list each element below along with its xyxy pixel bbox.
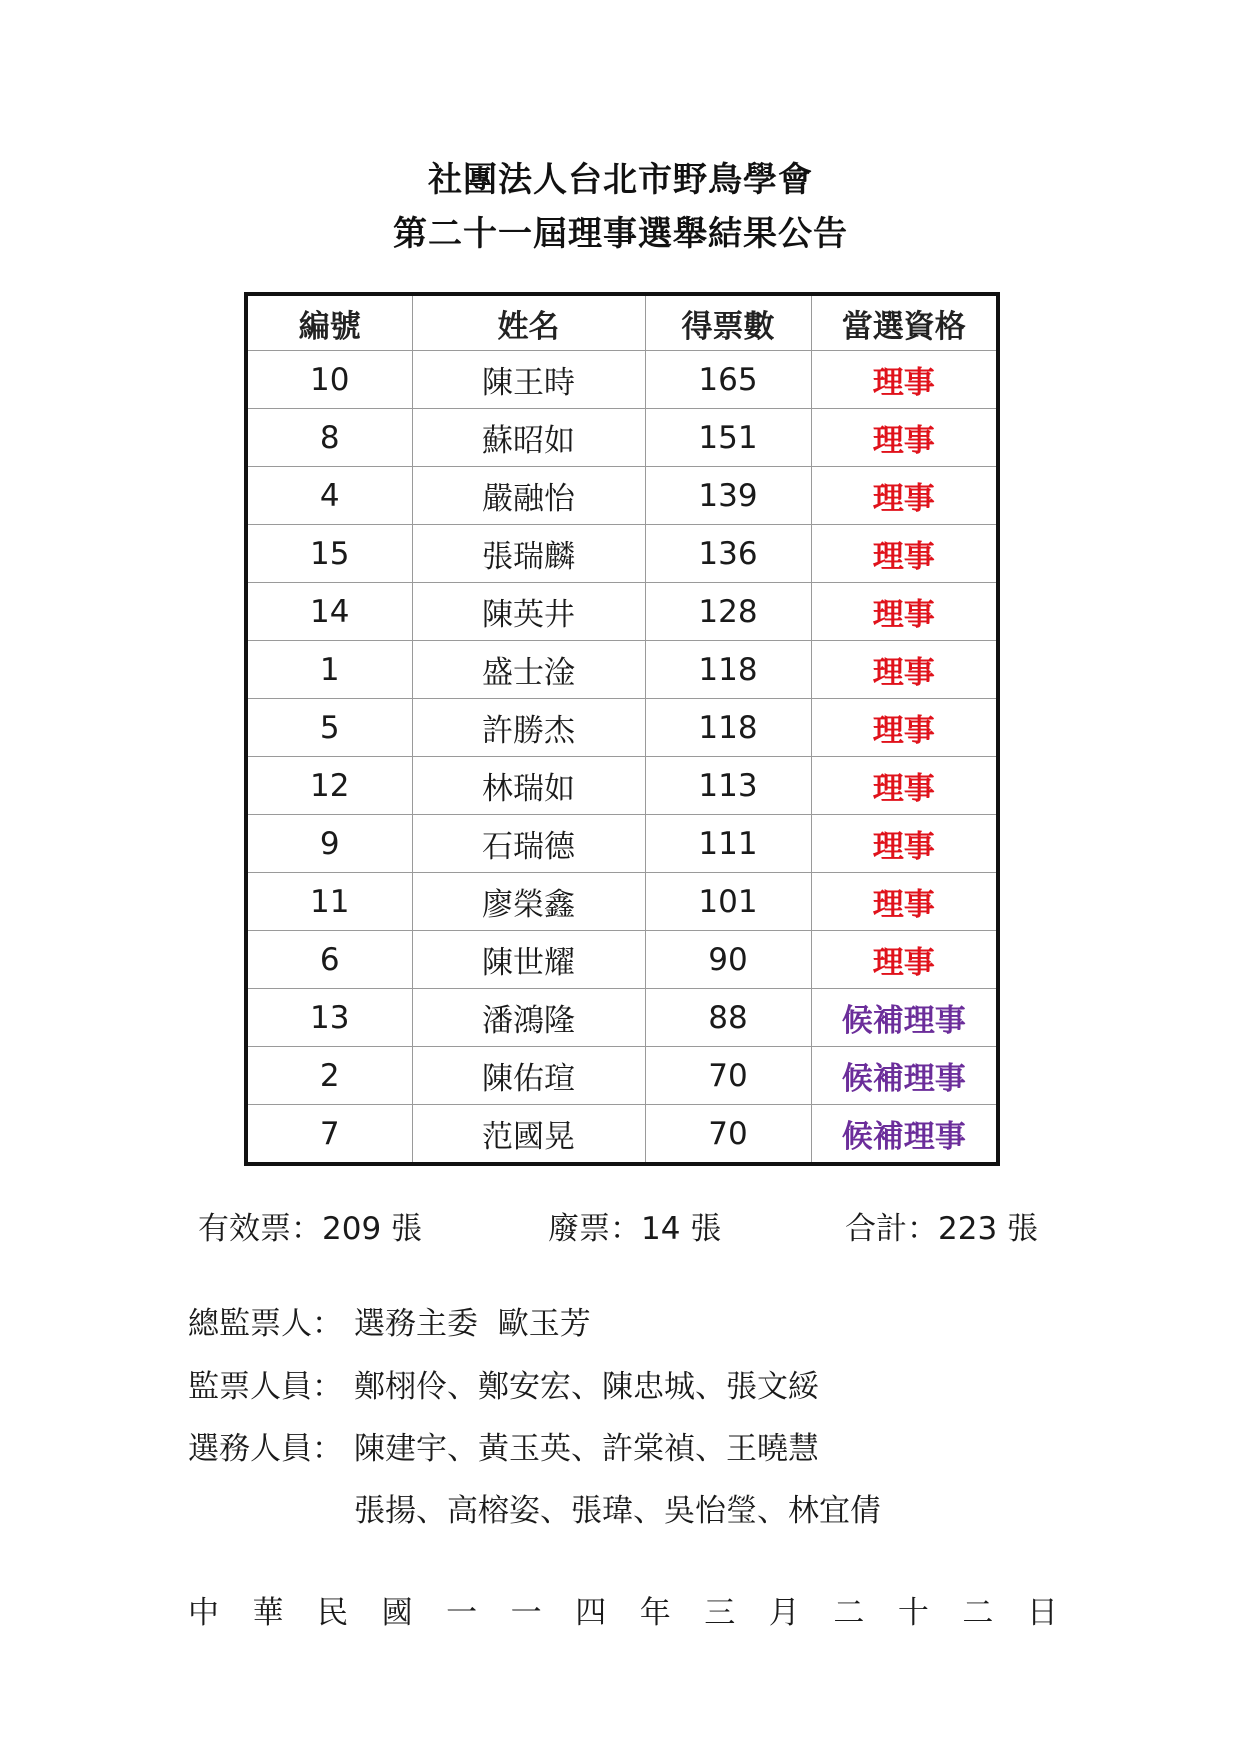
table-row: [246, 351, 998, 409]
election-status: 理事: [811, 351, 998, 409]
vote-count: 128: [645, 583, 811, 641]
election-status: 理事: [811, 467, 998, 525]
election-results-table: [244, 292, 1000, 1166]
candidate-number: 15: [246, 525, 412, 583]
date-char: 國: [381, 1595, 413, 1631]
chief-monitor-line: [188, 1298, 591, 1343]
table-row: [246, 583, 998, 641]
candidate-number: 1: [246, 641, 412, 699]
election-status: 理事: [811, 525, 998, 583]
candidate-name: 張瑞麟: [412, 525, 645, 583]
vote-count: 70: [645, 1047, 811, 1105]
election-status: 理事: [811, 409, 998, 467]
vote-count: 111: [645, 815, 811, 873]
candidate-number: 2: [246, 1047, 412, 1105]
candidate-number: 14: [246, 583, 412, 641]
candidate-name: 陳佑瑄: [412, 1047, 645, 1105]
date-char: 十: [897, 1595, 929, 1631]
table-row: [246, 989, 998, 1047]
announcement-title: 第二十一屆理事選舉結果公告: [393, 214, 848, 254]
candidate-number: 6: [246, 931, 412, 989]
date-char: 民: [317, 1595, 349, 1631]
vote-count: 101: [645, 873, 811, 931]
column-header-name: 姓名: [412, 294, 645, 351]
table-row: [246, 699, 998, 757]
monitors-line: [188, 1361, 819, 1406]
election-status: 理事: [811, 873, 998, 931]
candidate-number: 5: [246, 699, 412, 757]
column-header-status: 當選資格: [811, 294, 998, 351]
candidate-name: 石瑞德: [412, 815, 645, 873]
candidate-number: 9: [246, 815, 412, 873]
table-row: [246, 931, 998, 989]
candidate-name: 廖榮鑫: [412, 873, 645, 931]
officers-line: [188, 1423, 819, 1468]
vote-count: 88: [645, 989, 811, 1047]
table-row: [246, 641, 998, 699]
candidate-number: 12: [246, 757, 412, 815]
officers-line-2: [354, 1485, 881, 1530]
officers-label: 選務人員：: [188, 1431, 343, 1467]
candidate-number: 4: [246, 467, 412, 525]
table-row: [246, 757, 998, 815]
vote-count: 113: [645, 757, 811, 815]
candidate-number: 10: [246, 351, 412, 409]
date-char: 一: [510, 1595, 542, 1631]
election-status: 理事: [811, 641, 998, 699]
table-row: [246, 409, 998, 467]
date-char: 二: [962, 1595, 994, 1631]
candidate-name: 潘鴻隆: [412, 989, 645, 1047]
vote-count: 151: [645, 409, 811, 467]
candidate-name: 盛士淦: [412, 641, 645, 699]
monitors-value: 鄭栩伶、鄭安宏、陳忠城、張文綏: [354, 1369, 819, 1405]
table-row: [246, 1047, 998, 1105]
table-row: [246, 467, 998, 525]
monitors-label: 監票人員：: [188, 1369, 343, 1405]
candidate-number: 13: [246, 989, 412, 1047]
table-row: [246, 815, 998, 873]
date-char: 華: [252, 1595, 284, 1631]
invalid-ballots: 廢票：14 張: [548, 1211, 722, 1247]
candidate-name: 陳英井: [412, 583, 645, 641]
election-status: 理事: [811, 699, 998, 757]
election-status: 理事: [811, 757, 998, 815]
election-status: 候補理事: [811, 1105, 998, 1165]
candidate-name: 林瑞如: [412, 757, 645, 815]
officers-value-1: 陳建宇、黃玉英、許棠禎、王曉慧: [354, 1431, 819, 1467]
date-char: 四: [575, 1595, 607, 1631]
date-char: 日: [1026, 1595, 1058, 1631]
candidate-number: 11: [246, 873, 412, 931]
column-header-number: 編號: [246, 294, 412, 351]
candidate-name: 范國晃: [412, 1105, 645, 1165]
vote-count: 139: [645, 467, 811, 525]
date-char: 年: [639, 1595, 671, 1631]
date-char: 中: [188, 1595, 219, 1631]
table-row: [246, 525, 998, 583]
chief-monitor-label: 總監票人：: [188, 1306, 343, 1342]
candidate-number: 7: [246, 1105, 412, 1165]
valid-ballots: 有效票：209 張: [198, 1211, 423, 1247]
org-title: 社團法人台北市野鳥學會: [428, 160, 813, 200]
election-status: 理事: [811, 815, 998, 873]
vote-count: 136: [645, 525, 811, 583]
election-status: 候補理事: [811, 989, 998, 1047]
vote-count: 70: [645, 1105, 811, 1165]
date-char: 二: [833, 1595, 865, 1631]
table-row: [246, 873, 998, 931]
column-header-votes: 得票數: [645, 294, 811, 351]
candidate-name: 陳王時: [412, 351, 645, 409]
election-status: 理事: [811, 931, 998, 989]
vote-count: 90: [645, 931, 811, 989]
candidate-name: 陳世耀: [412, 931, 645, 989]
candidate-name: 蘇昭如: [412, 409, 645, 467]
officers-value-2: 張揚、高榕姿、張瑋、吳怡瑩、林宜倩: [354, 1493, 881, 1529]
candidate-name: 許勝杰: [412, 699, 645, 757]
candidate-name: 嚴融怡: [412, 467, 645, 525]
vote-count: 165: [645, 351, 811, 409]
announcement-date: [188, 1587, 1058, 1632]
vote-count: 118: [645, 641, 811, 699]
table-header-row: [246, 294, 998, 351]
date-char: 月: [768, 1595, 800, 1631]
total-ballots: 合計：223 張: [845, 1211, 1039, 1247]
election-status: 候補理事: [811, 1047, 998, 1105]
candidate-number: 8: [246, 409, 412, 467]
chief-monitor-value: 選務主委 歐玉芳: [354, 1306, 591, 1342]
vote-count: 118: [645, 699, 811, 757]
date-char: 三: [704, 1595, 736, 1631]
table-row: [246, 1105, 998, 1165]
election-status: 理事: [811, 583, 998, 641]
date-char: 一: [446, 1595, 478, 1631]
